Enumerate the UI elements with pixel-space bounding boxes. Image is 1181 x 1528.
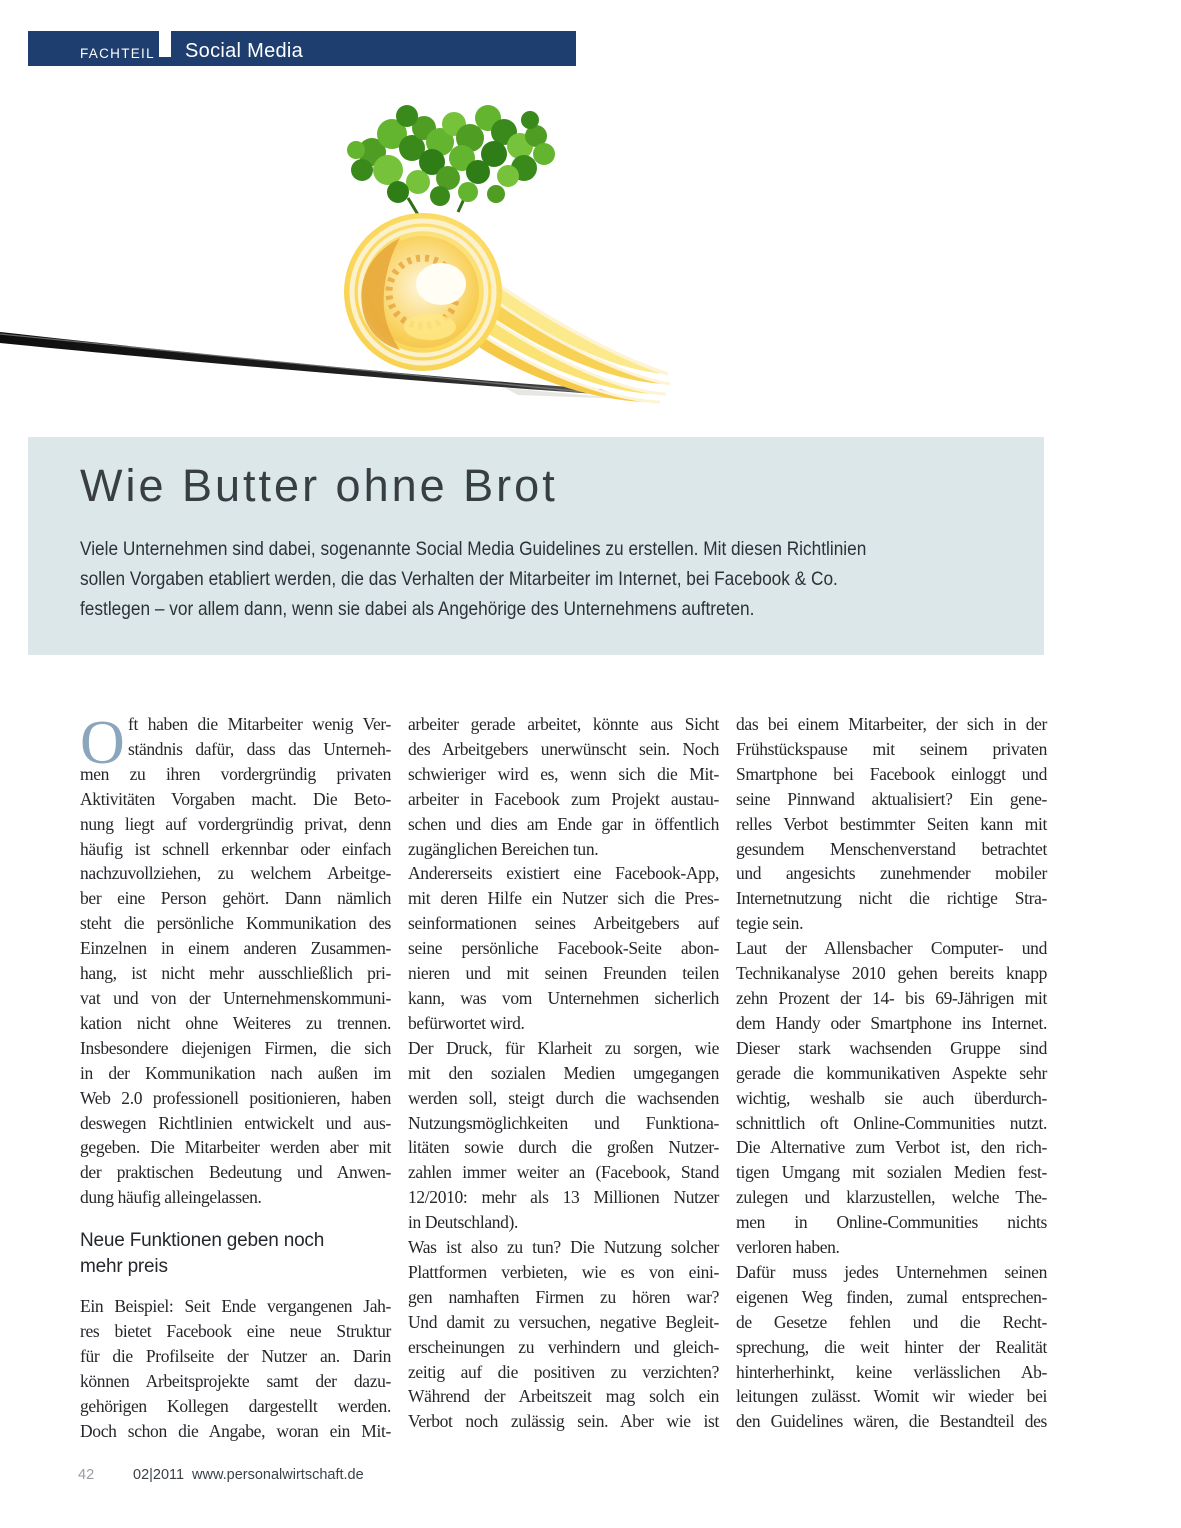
body-paragraph: [736, 712, 1047, 936]
text-column-2: [408, 712, 719, 1444]
text-line: steht die persönliche Kommunikation des: [80, 913, 391, 934]
text-line: Dafür muss jedes Unternehmen seinen: [736, 1261, 1047, 1282]
text-line: das bei einem Mitarbeiter, der sich in der: [736, 714, 1047, 734]
text-line: vat und von der Unternehmenskommuni-: [80, 987, 391, 1008]
text-line: erscheinungen zu verhindern und gleich-: [408, 1336, 719, 1357]
text-line: Dieser stark wachsenden Gruppe sind: [736, 1037, 1047, 1058]
text-line: zulegen und klarzustellen, welche The-: [736, 1187, 1047, 1208]
body-paragraph: [736, 936, 1047, 1260]
body-paragraph: [80, 709, 391, 1210]
text-line: kation nicht ohne Weiteres zu trennen.: [80, 1012, 391, 1033]
text-line: kann, was vom Unternehmen sicherlich: [408, 987, 719, 1008]
text-line: Andererseits existiert eine Facebook-App,: [408, 863, 719, 884]
kicker-label: FACHTEIL: [80, 46, 155, 61]
body-paragraph: [80, 1294, 391, 1443]
text-line: Web 2.0 professionell positionieren, haben: [80, 1087, 391, 1108]
text-line: ber eine Person gehört. Dann nämlich: [80, 888, 391, 909]
intro-line: festlegen – vor allem dann, wenn sie dabei als Angehörige des Unternehmens auftreten.: [80, 598, 755, 621]
body-paragraph: [408, 861, 719, 1035]
text-line: gesundem Menschenverstand betrachtet: [736, 838, 1047, 859]
text-line: gerade die kommunikativen Aspekte sehr: [736, 1062, 1047, 1083]
text-line: nachzuvollziehen, zu welchem Arbeitge-: [80, 863, 391, 884]
text-line: hang, ist nicht mehr ausschließlich pri-: [80, 963, 391, 984]
text-line: ft haben die Mitarbeiter wenig Ver-: [128, 714, 391, 734]
text-line: der praktischen Bedeutung und Anwen-: [80, 1162, 391, 1183]
text-line: sprechung, die weit hinter der Realität: [736, 1336, 1047, 1357]
parsley-garnish: [347, 105, 555, 218]
text-line: zahlen immer weiter an (Facebook, Stand: [408, 1162, 719, 1183]
text-line: Doch schon die Angabe, woran ein Mit-: [80, 1420, 391, 1441]
article-intro: [80, 534, 1036, 625]
text-line: de Gesetze fehlen und die Recht-: [736, 1311, 1047, 1332]
text-line: gehörigen Kollegen dargestellt werden.: [80, 1395, 391, 1416]
text-line: Einzelnen in einem anderen Zusammen-: [80, 938, 391, 959]
intro-line: Viele Unternehmen sind dabei, sogenannte Social Media Guidelines zu erstellen. Mit diesen Richtlinien: [80, 538, 867, 560]
text-line: men in Online-Communities nichts: [736, 1212, 1047, 1233]
text-line: seinformationen seines Arbeitgebers auf: [408, 913, 719, 934]
text-line: schnittlich oft Online-Communities nutzt.: [736, 1112, 1047, 1133]
text-line: Die Alternative zum Verbot ist, den rich-: [736, 1137, 1047, 1158]
text-line: für die Profilseite der Nutzer an. Darin: [80, 1345, 391, 1366]
text-line: Plattformen verbieten, wie es von eini-: [408, 1261, 719, 1282]
text-line: befürwortet wird.: [408, 1012, 525, 1033]
text-line: zeitig auf die positiven zu verzichten?: [408, 1361, 719, 1382]
text-line: nieren und mit seinen Freunden teilen: [408, 963, 719, 984]
section-header-bar: [28, 31, 576, 66]
text-line: hinterherhinkt, keine verlässlichen Ab-: [736, 1361, 1047, 1382]
text-line: seine Pinnwand aktualisiert? Ein gene-: [736, 788, 1047, 809]
footer-page-number: 42: [78, 1467, 95, 1483]
text-line: Smartphone bei Facebook einloggt und: [736, 763, 1047, 784]
text-line: eigenen Weg finden, zumal entsprechen-: [736, 1286, 1047, 1307]
text-line: in der Kommunikation nach außen im: [80, 1062, 391, 1083]
footer-issue: 02|2011: [133, 1467, 185, 1483]
text-line: Technikanalyse 2010 gehen bereits knapp: [736, 963, 1047, 984]
text-line: zehn Prozent der 14- bis 69-Jährigen mit: [736, 987, 1047, 1008]
text-line: ständnis dafür, dass das Unterneh-: [128, 738, 391, 759]
text-line: Und damit zu versuchen, negative Begleit-: [408, 1311, 719, 1332]
body-paragraph: [408, 712, 719, 861]
subheading-line: mehr preis: [80, 1256, 168, 1278]
text-line: Was ist also zu tun? Die Nutzung solcher: [408, 1237, 719, 1258]
text-line: zugänglichen Bereichen tun.: [408, 838, 599, 859]
text-line: arbeiter in Facebook zum Projekt austau-: [408, 788, 719, 809]
text-line: schwieriger wird es, wenn sich die Mit-: [408, 763, 719, 784]
text-line: Ein Beispiel: Seit Ende vergangenen Jah-: [80, 1296, 391, 1317]
text-line: relles Verbot bestimmter Seiten kann mit: [736, 813, 1047, 834]
article-title: Wie Butter ohne Brot: [80, 460, 558, 511]
text-column-3: [736, 712, 1047, 1444]
text-line: gen namhaften Firmen zu hören war?: [408, 1286, 719, 1307]
text-line: tigen Umgang mit sozialen Medien fest-: [736, 1162, 1047, 1183]
text-line: tegie sein.: [736, 913, 804, 934]
text-line: Verbot noch zulässig sein. Aber wie ist: [408, 1411, 719, 1432]
text-line: Aktivitäten Vorgaben macht. Die Beto-: [80, 788, 391, 809]
text-column-1: [80, 709, 391, 1444]
article-header-box: [28, 437, 1044, 655]
butter-curl: [344, 213, 502, 371]
text-line: dung häufig alleingelassen.: [80, 1187, 262, 1208]
body-paragraph: [736, 1260, 1047, 1434]
text-line: nung liegt auf vordergründig privat, denn: [80, 813, 391, 834]
butter-knife-illustration: [0, 90, 680, 412]
text-line: men zu ihren vordergründig privaten: [80, 763, 391, 784]
text-line: deswegen Richtlinien entwickelt und aus-: [80, 1112, 391, 1133]
footer-website: www.personalwirtschaft.de: [192, 1467, 364, 1483]
text-line: Frühstückspause mit seinem privaten: [736, 738, 1047, 759]
text-line: des Arbeitgebers unerwünscht sein. Noch: [408, 738, 719, 759]
text-line: litäten sowie durch die großen Nutzer-: [408, 1137, 719, 1158]
text-line: den Guidelines wären, die Bestandteil des: [736, 1411, 1047, 1432]
subheading-line: Neue Funktionen geben noch: [80, 1230, 325, 1252]
body-paragraph: [408, 1235, 719, 1434]
column-subheading: [80, 1228, 391, 1280]
section-divider-notch: [159, 31, 171, 57]
text-line: können Arbeitsprojekte samt der dazu-: [80, 1370, 391, 1391]
text-line: Während der Arbeitszeit mag solch ein: [408, 1386, 719, 1407]
text-line: Internetnutzung nicht die richtige Stra-: [736, 888, 1047, 909]
text-line: res bietet Facebook eine neue Struktur: [80, 1321, 391, 1342]
text-line: schen und dies am Ende gar in öffentlich: [408, 813, 719, 834]
text-line: 12/2010: mehr als 13 Millionen Nutzer: [408, 1187, 719, 1208]
intro-line: sollen Vorgaben etabliert werden, die das Verhalten der Mitarbeiter im Internet, bei Facebook & Co.: [80, 568, 838, 591]
text-line: Der Druck, für Klarheit zu sorgen, wie: [408, 1037, 719, 1058]
text-line: verloren haben.: [736, 1237, 840, 1258]
text-line: werden soll, steigt durch die wachsenden: [408, 1087, 719, 1108]
text-line: Insbesondere diejenigen Firmen, die sich: [80, 1037, 391, 1058]
text-line: seine persönliche Facebook-Seite abon-: [408, 938, 719, 959]
text-line: arbeiter gerade arbeitet, könnte aus Sicht: [408, 714, 719, 734]
text-line: und angesichts zunehmender mobiler: [736, 863, 1047, 884]
text-line: leitungen zulässt. Womit wir wieder bei: [736, 1386, 1047, 1407]
text-line: dem Handy oder Smartphone ins Internet.: [736, 1012, 1047, 1033]
text-line: wichtig, weshalb sie auch überdurch-: [736, 1087, 1047, 1108]
dropcap-letter: O: [80, 709, 125, 777]
text-line: häufig ist schnell erkennbar oder einfach: [80, 838, 391, 859]
text-line: gegeben. Die Mitarbeiter werden aber mit: [80, 1137, 391, 1158]
text-line: mit den sozialen Medien umgegangen: [408, 1062, 719, 1083]
section-label: Social Media: [185, 40, 304, 62]
text-line: mit deren Hilfe ein Nutzer sich die Pres-: [408, 888, 719, 909]
text-line: Laut der Allensbacher Computer- und: [736, 938, 1047, 959]
body-paragraph: [408, 1036, 719, 1235]
article-body: [80, 709, 1048, 1444]
text-line: Nutzungsmöglichkeiten und Funktiona-: [408, 1112, 719, 1133]
text-line: in Deutschland).: [408, 1212, 519, 1233]
